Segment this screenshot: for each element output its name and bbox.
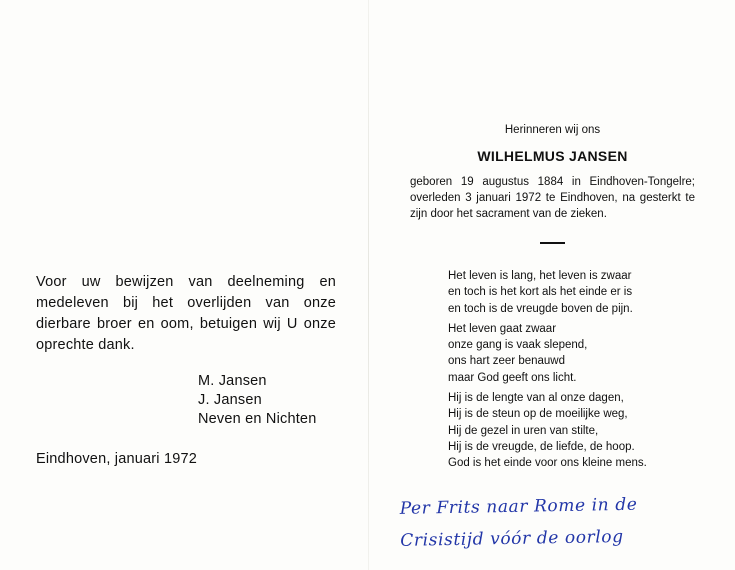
signatures [198, 372, 336, 429]
poem-line: Hij is de lengte van al onze dagen, [448, 392, 624, 405]
poem-line: maar God geeft ons licht. [448, 371, 577, 384]
handwritten-note [399, 487, 730, 557]
poem-line: onze gang is vaak slepend, [448, 339, 588, 352]
handwritten-line: Per Frits naar Rome in de [399, 494, 638, 519]
poem-line: Hij is de vreugde, de liefde, de hoop. [448, 440, 635, 453]
poem-line: Hij de gezel in uren van stilte, [448, 424, 599, 437]
right-panel [410, 124, 695, 476]
signature-line: M. Jansen [198, 373, 267, 389]
signature-line: J. Jansen [198, 392, 262, 408]
handwritten-line: Crisistijd vóór de oorlog [400, 526, 624, 551]
poem-line: Het leven is lang, het leven is zwaar [448, 270, 632, 282]
divider [540, 242, 565, 244]
poem-stanza [448, 321, 695, 386]
poem-line: Hij is de steun op de moeilijke weg, [448, 408, 628, 421]
poem-stanza [448, 268, 695, 317]
card-fold-line [368, 0, 369, 570]
poem-line: Het leven gaat zwaar [448, 322, 557, 335]
signature-line: Neven en Nichten [198, 411, 317, 427]
bio-text: geboren 19 augustus 1884 in Eindhoven-Tongelre; overleden 3 januari 1972 te Eindhoven, na gesterkt te zijn door het sacrament van de zieken. [410, 176, 695, 220]
poem-line: en toch is het kort als het einde er is [448, 286, 633, 299]
poem [448, 268, 695, 472]
intro-text: Herinneren wij ons [504, 124, 601, 136]
left-panel [36, 272, 336, 470]
deceased-name: WILHELMUS JANSEN [477, 148, 628, 164]
poem-line: en toch is de vreugde boven de pijn. [448, 302, 633, 315]
poem-line: ons hart zeer benauwd [448, 355, 565, 368]
thanks-text: Voor uw bewijzen van deelneming en medeleven bij het overlijden van onze dierbare broer en oom, betuigen wij U onze oprechte dank. [36, 274, 336, 353]
poem-line: God is het einde voor ons kleine mens. [448, 457, 647, 470]
poem-stanza [448, 390, 695, 471]
place-date: Eindhoven, januari 1972 [36, 451, 197, 467]
